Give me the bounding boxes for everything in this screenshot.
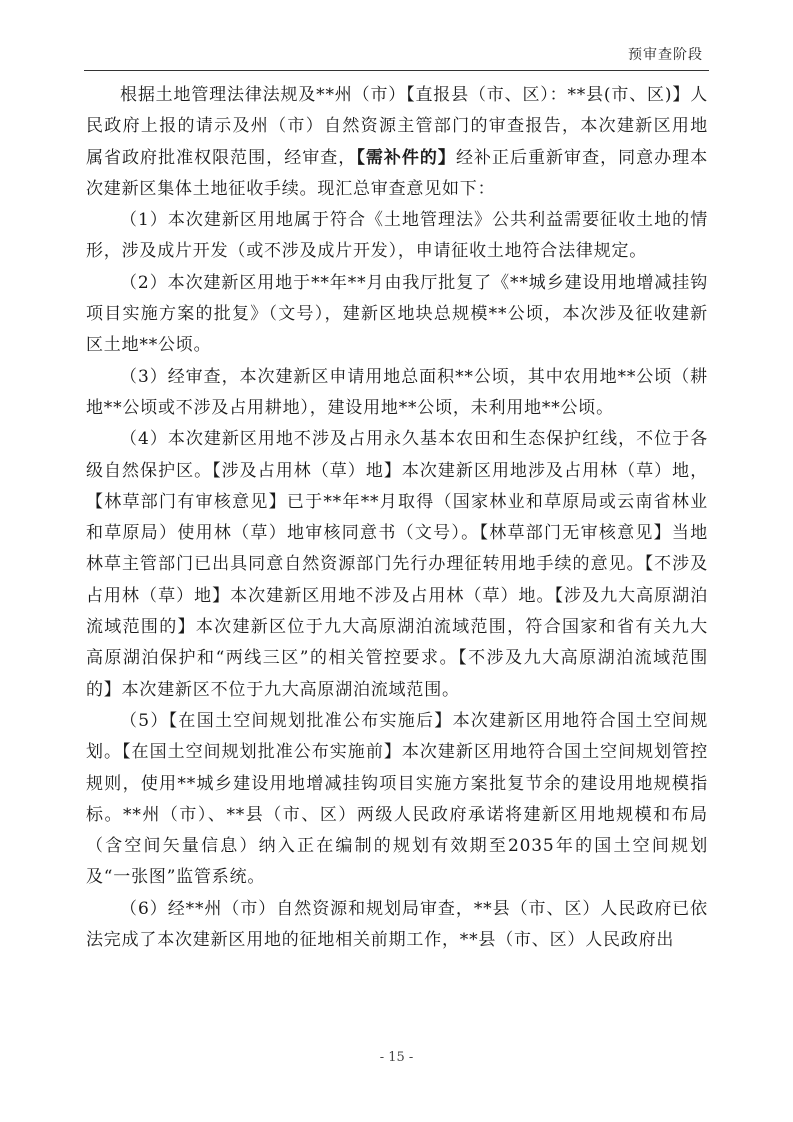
paragraph-item-6: （6）经**州（市）自然资源和规划局审查，**县（市、区）人民政府已依法完成了本次建新区用地的征地相关前期工作，**县（市、区）人民政府出 xyxy=(86,898,708,951)
intro-text-end: 经补正后重新审查，同意办理本次建新区集体土地征收手续。现汇总审查意见如下： xyxy=(86,147,708,199)
paragraph-item-1: （1）本次建新区用地属于符合《土地管理法》公共利益需要征收土地的情形，涉及成片开发（或不涉及成片开发），申请征收土地符合法律规定。 xyxy=(86,210,708,262)
paragraph-item-5: （5）【在国土空间规划批准公布实施后】本次建新区用地符合国土空间规划。【在国土空间规划批准公布实施前】本次建新区用地符合国土空间规划管控规则，使用**城乡建设用地增减挂钩项目实施方案批复节余的建设用地规模指标。**州（市）、**县（市、区）两级人民政府承诺将建新区用地规模和布局（含空间矢量信息）纳入正在编制的规划有效期至2035年的国土空间规划及“一张图”监管系统。 xyxy=(86,710,708,888)
page-number: - 15 - xyxy=(379,1050,414,1065)
paragraph-item-2: （2）本次建新区用地于**年**月由我厅批复了《**城乡建设用地增减挂钩项目实施方案的批复》（文号），建新区地块总规模**公顷，本次涉及征收建新区土地**公顷。 xyxy=(86,272,708,356)
paragraph-item-3: （3）经审查，本次建新区申请用地总面积**公顷，其中农用地**公顷（耕地**公顷或不涉及占用耕地），建设用地**公顷，未利用地**公顷。 xyxy=(86,366,708,418)
document-body xyxy=(86,80,708,956)
page-header: 预审查阶段 xyxy=(628,47,703,63)
header-rule xyxy=(84,70,709,71)
paragraph-item-4: （4）本次建新区用地不涉及占用永久基本农田和生态保护红线，不位于各级自然保护区。【涉及占用林（草）地】本次建新区用地涉及占用林（草）地，【林草部门有审核意见】已于**年**月取得（国家林业和草原局或云南省林业和草原局）使用林（草）地审核同意书（文号）。【林草部门无审核意见】当地林草主管部门已出具同意自然资源部门先行办理征转用地手续的意见。【不涉及占用林（草）地】本次建新区用地不涉及占用林（草）地。【涉及九大高原湖泊流域范围的】本次建新区位于九大高原湖泊流域范围，符合国家和省有关九大高原湖泊保护和“两线三区”的相关管控要求。【不涉及九大高原湖泊流域范围的】本次建新区不位于九大高原湖泊流域范围。 xyxy=(86,429,708,700)
paragraph-intro xyxy=(86,80,708,205)
intro-text-start: 根据土地管理法律法规及**州（市）【直报县（市、区）：**县(市、区)】人民政府上报的请示及州（市）自然资源主管部门的审查报告，本次建新区用地属省政府批准权限范围，经审查， xyxy=(86,85,708,168)
intro-bold-note: 【需补件的】 xyxy=(356,147,456,168)
